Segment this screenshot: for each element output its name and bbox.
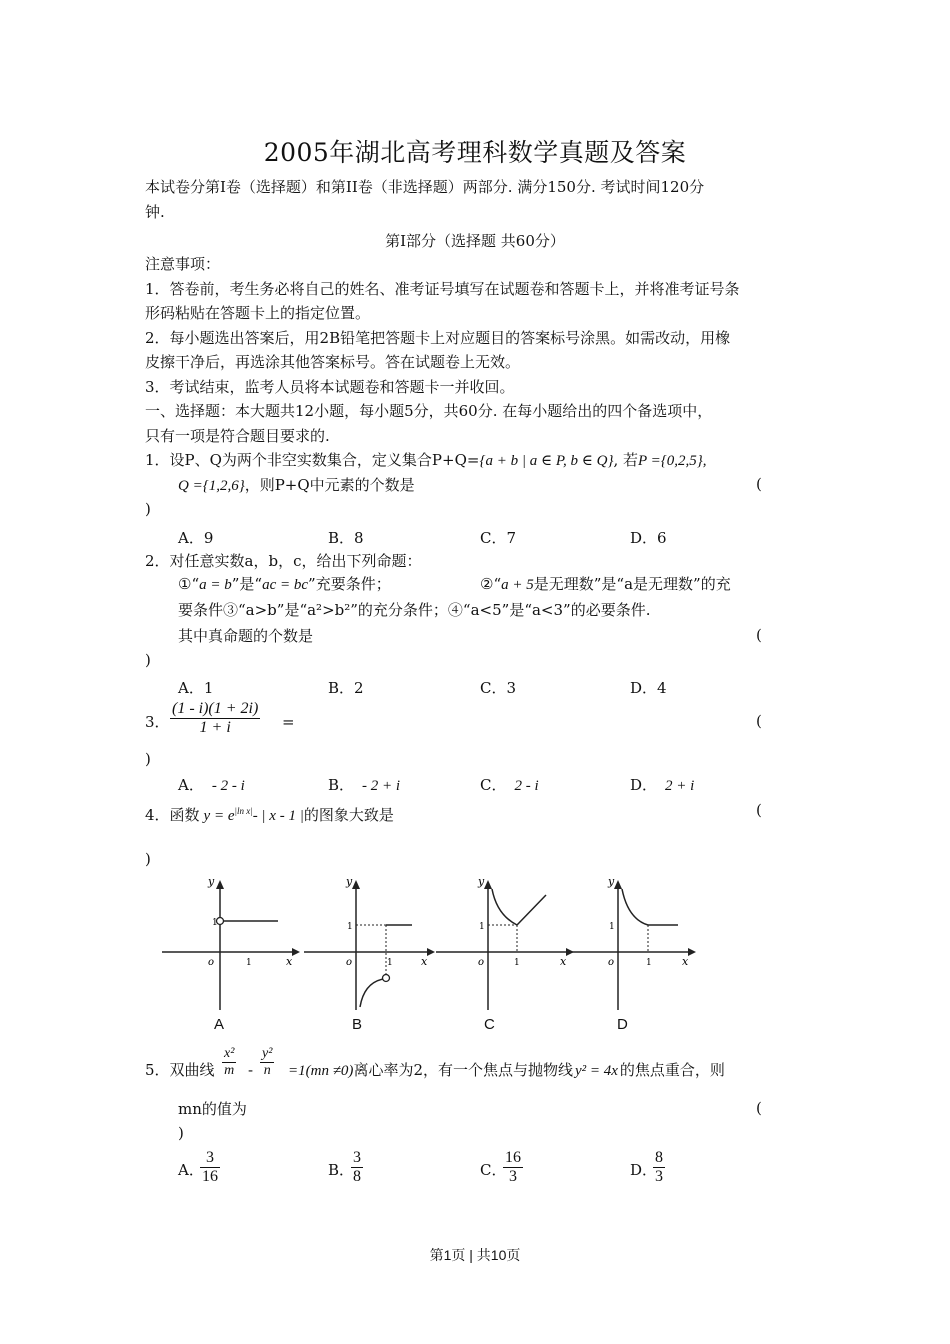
q1-ruo: , 若 (613, 451, 639, 469)
q4-expression: $y = e^{|ln x|}-$ | x - 1 | (203, 806, 304, 824)
graph-a-label: A (214, 1016, 225, 1033)
page-title: 2005年湖北高考理科数学真题及答案 (263, 138, 687, 167)
svg-text:y: y (478, 875, 485, 888)
q2-math-2: ac = bc (262, 577, 309, 593)
note-3: 3．考试结束，监考人员将本试题卷和答题卡一并收回。 (145, 378, 515, 396)
svg-text:o: o (608, 957, 615, 968)
q3-option-a: A． - 2 - i (178, 776, 245, 794)
svg-text:1: 1 (646, 958, 652, 968)
q5-stem-d: mn的值为 (178, 1100, 247, 1118)
q2-math-3: a + 5 (501, 577, 534, 593)
section-heading: 第I部分（选择题 共60分） (385, 232, 565, 250)
notes-heading: 注意事项： (145, 255, 221, 273)
graph-b (302, 875, 437, 1015)
q2-line-s2: ②“a + 5是无理数”是“a是无理数”的充 (480, 575, 731, 593)
q2-option-c: C．3 (480, 679, 517, 697)
q4-line: 4．函数 $y = e^{|ln x|}-$ | x - 1 |的图象大致是 (145, 806, 394, 824)
q1-set: {a + b | a ∈ P, b ∈ Q} (479, 453, 614, 469)
intro-line-1: 本试卷分第I卷（选择题）和第II卷（非选择题）两部分. 满分150分. 考试时间120分 (145, 178, 705, 196)
graph-c (434, 875, 574, 1015)
note-1a: 1．答卷前，考生务必将自己的姓名、准考证号填写在试题卷和答题卡上，并将准考证号条 (145, 280, 740, 298)
q1-p-set: P ={0,2,5}, (638, 453, 707, 469)
q1-paren-open: ( (756, 475, 762, 493)
q5-stem-a: 5．双曲线 (145, 1061, 215, 1079)
q5-option-b: B． (328, 1161, 355, 1179)
q5-option-b-fraction: $\frac{3}{8}$ (353, 1149, 361, 1185)
q4-paren-open: ( (756, 801, 762, 819)
q3-option-d: D． 2 + i (630, 776, 695, 794)
q1-stem-b: ，则P+Q中元素的个数是 (244, 476, 415, 494)
q5-line-rest: =1(mn ≠0)离心率为2，有一个焦点与抛物线 y² = 4x 的焦点重合，则 (288, 1061, 725, 1079)
q1-option-b: B．8 (328, 529, 364, 547)
svg-text:x: x (560, 955, 567, 968)
svg-text:o: o (346, 957, 353, 968)
q5-option-d: D． (630, 1161, 658, 1179)
q5-fraction-1: $\frac{\text{x²}}{m}$ (224, 1046, 235, 1078)
q1-line-a (145, 450, 707, 471)
svg-text:1: 1 (347, 922, 353, 932)
q5-option-d-fraction: $\frac{8}{3}$ (655, 1149, 663, 1185)
q1-option-d: D．6 (630, 529, 667, 547)
graph-b-label: B (352, 1016, 363, 1033)
graph-c-label: C (484, 1016, 495, 1033)
q2-math-1: a = b (199, 577, 232, 593)
q5-minus: - (248, 1061, 254, 1079)
q2-option-a: A．1 (178, 679, 214, 697)
svg-text:1: 1 (387, 958, 393, 968)
q1-line-b (178, 475, 415, 496)
q1-stem: 1．设P、Q为两个非空实数集合，定义集合P+Q= (145, 451, 480, 469)
svg-text:1: 1 (479, 922, 485, 932)
svg-text:y: y (208, 875, 215, 888)
intro-line-2: 钟. (145, 203, 165, 221)
svg-text:o: o (478, 957, 485, 968)
q5-paren-close: ) (178, 1124, 184, 1142)
q4-paren-close: ) (145, 850, 151, 868)
q5-option-c: C． (480, 1161, 507, 1179)
q2-line-a: 2．对任意实数a，b，c，给出下列命题： (145, 552, 422, 570)
svg-text:y: y (346, 875, 353, 888)
part1-line-a: 一、选择题：本大题共12小题，每小题5分，共60分. 在每小题给出的四个备选项中， (145, 402, 713, 420)
q5-option-a: A． (178, 1161, 204, 1179)
q5-option-a-fraction: $\frac{3}{16}$ (202, 1149, 218, 1185)
svg-text:1: 1 (212, 918, 218, 928)
q2-line-s: ①“a = b”是“ac = bc”充要条件； (178, 575, 391, 593)
q3-option-b: B． - 2 + i (328, 776, 401, 794)
svg-text:1: 1 (246, 958, 252, 968)
q5-paren-open: ( (756, 1099, 762, 1117)
page-footer: 第1页 | 共10页 (429, 1247, 521, 1263)
q3-paren-open: ( (756, 712, 762, 730)
q2-option-d: D．4 (630, 679, 667, 697)
q3-paren-close: ) (145, 750, 151, 768)
q5-fraction-2: $\frac{\text{y²}}{n}$ (262, 1046, 273, 1078)
part1-line-b: 只有一项是符合题目要求的. (145, 427, 330, 445)
note-2b: 皮擦干净后，再选涂其他答案标号。答在试题卷上无效。 (145, 353, 521, 371)
graph-a (160, 875, 300, 1015)
note-2a: 2．每小题选出答案后，用2B铅笔把答题卡上对应题目的答案标号涂黑。如需改动，用橡 (145, 329, 731, 347)
q3-label: 3． (145, 713, 170, 731)
svg-text:x: x (421, 955, 428, 968)
q2-option-b: B．2 (328, 679, 364, 697)
q2-line-b: 要条件③“a>b”是“a²>b²”的充分条件；④“a<5”是“a<3”的必要条件. (178, 601, 651, 619)
q1-option-a: A．9 (178, 529, 214, 547)
svg-text:x: x (682, 955, 689, 968)
svg-text:x: x (286, 955, 293, 968)
q2-paren-open: ( (756, 626, 762, 644)
svg-text:y: y (608, 875, 615, 888)
q2-line-c: 其中真命题的个数是 (178, 627, 314, 645)
svg-text:1: 1 (609, 922, 615, 932)
svg-text:1: 1 (514, 958, 520, 968)
q3-option-c: C． 2 - i (480, 776, 539, 794)
q3-fraction: $\frac{(1 - i)(1 + 2i)}{1 + i}$ (172, 700, 259, 736)
q1-q-set: Q ={1,2,6} (178, 478, 245, 494)
q3-equals: = (282, 713, 295, 731)
q5-option-c-fraction: $\frac{16}{3}$ (505, 1149, 521, 1185)
note-1b: 形码粘贴在答题卡上的指定位置。 (145, 304, 371, 322)
q2-paren-close: ) (145, 651, 151, 669)
q1-paren-close: ) (145, 500, 151, 518)
graph-d (566, 875, 698, 1015)
graph-d-label: D (617, 1016, 628, 1033)
svg-text:o: o (208, 957, 215, 968)
q1-option-c: C．7 (480, 529, 517, 547)
